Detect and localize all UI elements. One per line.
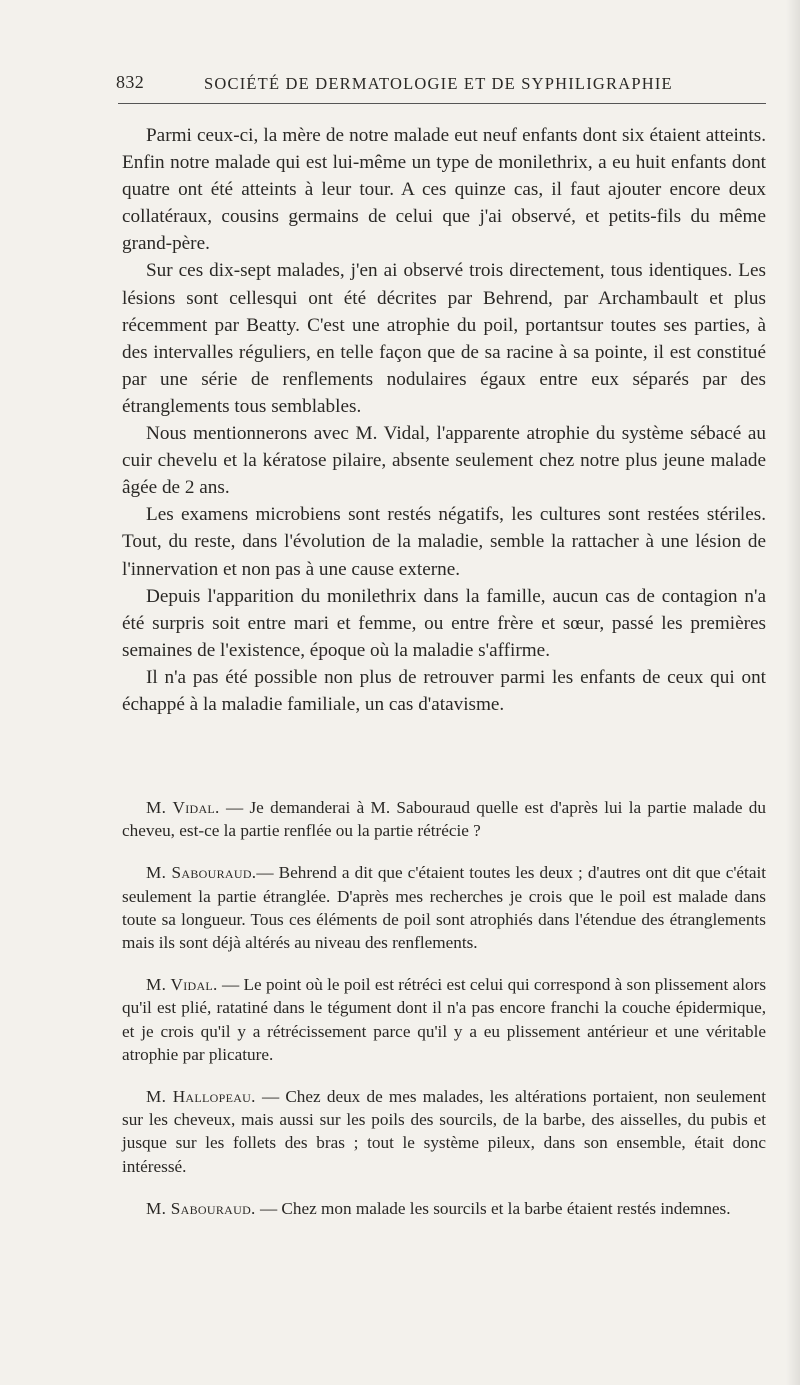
main-text xyxy=(122,122,766,718)
page-number: 832 xyxy=(116,72,145,92)
discussion-remark xyxy=(122,973,766,1066)
discussion xyxy=(122,796,766,1239)
speaker-name: M. Vidal. xyxy=(146,798,220,817)
running-header xyxy=(116,70,766,100)
header-rule xyxy=(118,103,766,104)
remark-text: — Chez deux de mes malades, les altérations portaient, non seulement sur les cheveux, mais aussi sur les poils des sourcils, de la barbe, des aisselles, du pubis et jusque sur les follets des bras ; tout le système pileux, dans son ensemble, était donc intéressé. xyxy=(122,1087,766,1176)
paragraph: Depuis l'apparition du monilethrix dans la famille, aucun cas de contagion n'a été surpris soit entre mari et femme, ou entre frère et sœur, passé les premières semaines de l'existence, époque où la maladie s'affirme. xyxy=(122,585,766,661)
speaker-name: M. Sabouraud. xyxy=(146,863,257,883)
discussion-remark xyxy=(122,861,766,954)
discussion-remark xyxy=(122,1197,766,1220)
discussion-remark xyxy=(122,1085,766,1178)
paragraph: Nous mentionnerons avec M. Vidal, l'apparente atrophie du système sébacé au cuir chevelu et la kératose pilaire, absente seulement chez notre plus jeune malade âgée de 2 ans. xyxy=(122,423,766,499)
speaker-name: M. Hallopeau. xyxy=(146,1087,256,1107)
discussion-remark xyxy=(122,796,766,842)
speaker-name: M. Vidal. xyxy=(146,975,218,995)
remark-text: — Le point où le poil est rétréci est celui qui correspond à son plissement alors qu'il est plié, ratatiné dans le tégument dont il n'a pas encore franchi la couche épidermique, et je crois qu'il y a rétrécissement parce qu'il y a eu plissement antérieur et une véritable atrophie par plicature. xyxy=(122,975,767,1064)
paragraph: Les examens microbiens sont restés négatifs, les cultures sont restées stériles. Tout, du reste, dans l'évolution de la maladie, semble la rattacher à une lésion de l'innervation et non pas à une cause externe. xyxy=(122,504,766,580)
remark-text: — Je demanderai à M. Sabouraud quelle est d'après lui la partie malade du cheveu, est-ce la partie renflée ou la partie rétrécie ? xyxy=(122,798,766,841)
paragraph: Sur ces dix-sept malades, j'en ai observé trois directement, tous identiques. Les lésions sont cellesqui ont été décrites par Behrend, par Archambault et plus récemment par Beatty. C'est une atrophie du poil, portantsur toutes ses parties, à des intervalles réguliers, en telle façon que de sa racine à sa pointe, il est constitué par une série de renflements nodulaires égaux entre eux séparés par des étranglements tous semblables. xyxy=(122,260,766,417)
speaker-name: M. Sabouraud. xyxy=(146,1198,256,1218)
paragraph: Parmi ceux-ci, la mère de notre malade eut neuf enfants dont six étaient atteints. Enfin notre malade qui est lui-même un type de monilethrix, a eu huit enfants dont quatre ont été atteints à leur tour. A ces quinze cas, il faut ajouter encore deux collatéraux, cousins germains de celui que j'ai observé, et petits-fils du même grand-père. xyxy=(122,125,766,255)
remark-text: — Behrend a dit que c'étaient toutes les deux ; d'autres ont dit que c'était seulement la partie étranglée. D'après mes recherches je crois que le poil est malade dans toute sa longueur. Tous ces éléments de poil sont atrophiés dans l'étendue des étranglements mais ils sont déjà altérés au niveau des renflements. xyxy=(122,863,767,953)
remark-text: — Chez mon malade les sourcils et la barbe étaient restés indemnes. xyxy=(255,1198,731,1218)
page-edge-shadow xyxy=(786,0,800,1385)
paragraph: Il n'a pas été possible non plus de retrouver parmi les enfants de ceux qui ont échappé à la maladie familiale, un cas d'atavisme. xyxy=(122,666,766,715)
running-title: SOCIÉTÉ DE DERMATOLOGIE ET DE SYPHILIGRAPHIE xyxy=(204,74,673,93)
